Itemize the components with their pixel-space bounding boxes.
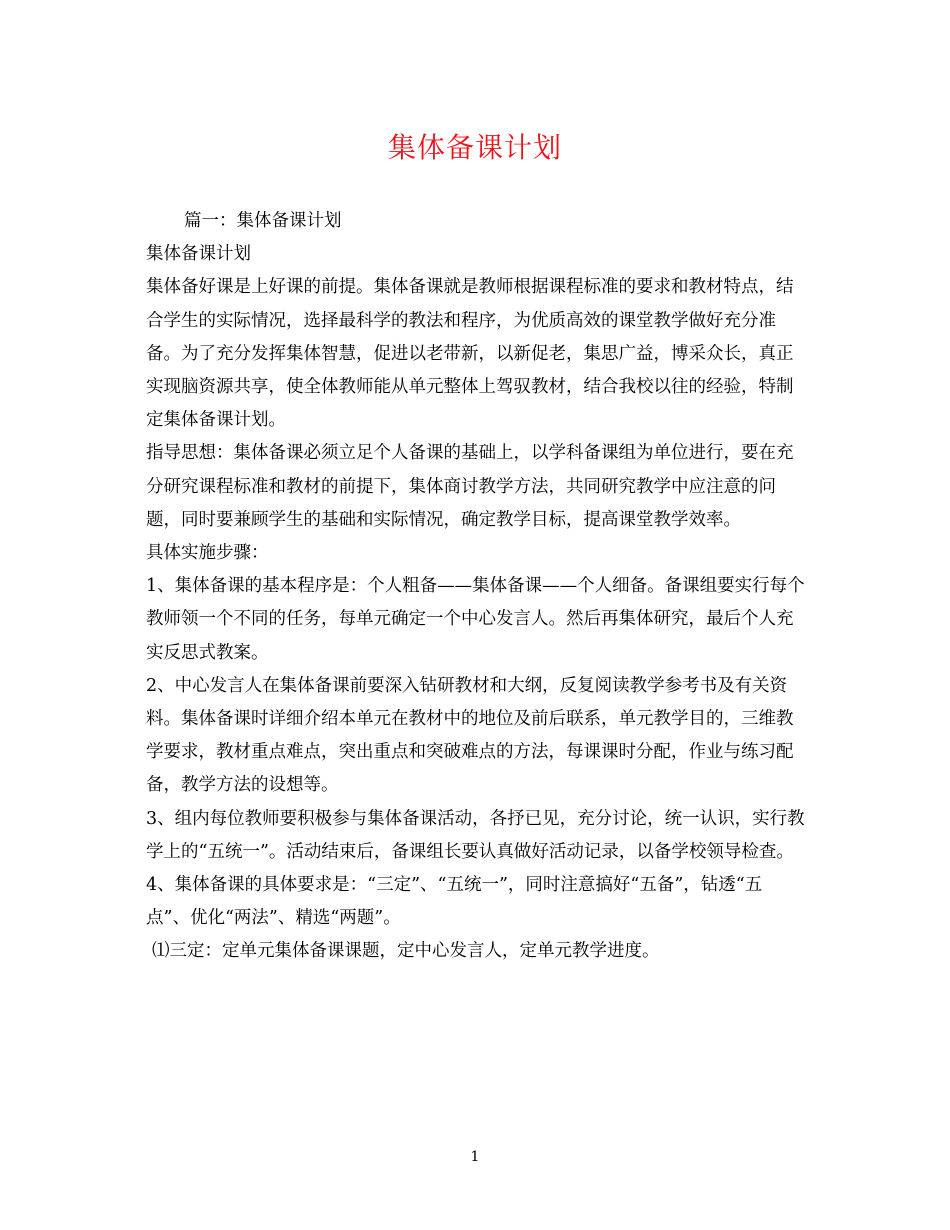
document-title: 集体备课计划 [387,131,562,164]
section-heading: 篇一：集体备课计划 [184,211,342,231]
paragraph-steps-heading: 具体实施步骤： [146,543,269,564]
paragraph-guiding-thought: 指导思想：集体备课必须立足个人备课的基础上，以学科备课组为单位进行，要在充分研究课程标准和教材的前提下，集体商讨教学方法，共同研究教学中应注意的问题，同时要兼顾学生的基础和实际情况，确定教学目标，提高课堂教学效率。 [146,443,794,530]
paragraph-step-3: 3、组内每位教师要积极参与集体备课活动，各抒已见，充分讨论，统一认识，实行教学上的“五统一”。活动结束后，备课组长要认真做好活动记录，以备学校领导检查。 [146,808,805,862]
document-body [146,205,806,969]
paragraph-step-4: 4、集体备课的具体要求是：“三定”、“五统一”，同时注意搞好“五备”，钻透“五点”、优化“两法”、精选“两题”。 [146,875,763,929]
paragraph-three-fixed: ⑴三定：定单元集体备课课题，定中心发言人，定单元教学进度。 [152,941,660,962]
paragraph-intro: 集体备好课是上好课的前提。集体备课就是教师根据课程标准的要求和教材特点，结合学生的实际情况，选择最科学的教法和程序，为优质高效的课堂教学做好充分准备。为了充分发挥集体智慧，促进以老带新，以新促老，集思广益，博采众长，真正实现脑资源共享，使全体教师能从单元整体上驾驭教材，结合我校以往的经验，特制定集体备课计划。 [146,277,794,431]
paragraph-step-2: 2、中心发言人在集体备课前要深入钻研教材和大纲，反复阅读教学参考书及有关资料。集体备课时详细介绍本单元在教材中的地位及前后联系，单元教学目的，三维教学要求，教材重点难点，突出重点和突破难点的方法，每课课时分配，作业与练习配备，教学方法的设想等。 [146,675,794,796]
page-number: 1 [470,1149,480,1165]
paragraph-subtitle: 集体备课计划 [146,244,251,265]
paragraph-step-1: 1、集体备课的基本程序是：个人粗备——集体备课——个人细备。备课组要实行每个教师领一个不同的任务，每单元确定一个中心发言人。然后再集体研究，最后个人充实反思式教案。 [146,576,805,663]
